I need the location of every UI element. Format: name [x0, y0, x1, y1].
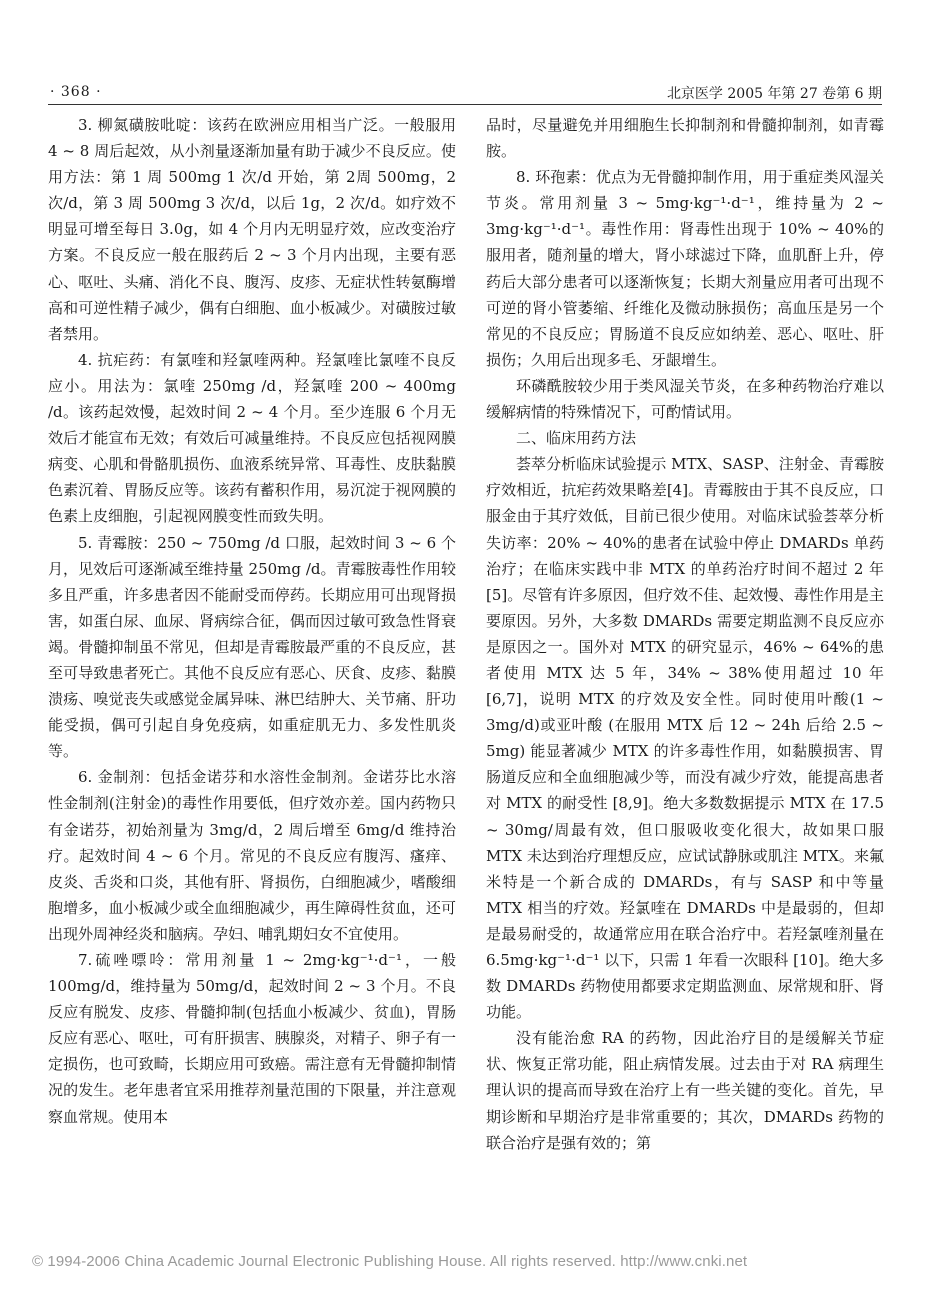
- section-heading: 二、临床用药方法: [516, 429, 637, 448]
- page-header: [0, 0, 950, 110]
- para-penicillamine: 5. 青霉胺：250 ~ 750mg /d 口服，起效时间 3 ~ 6 个月，见效后可逐渐减至维持量 250mg /d。青霉胺毒性作用较多且严重，许多患者因不能耐受而停药。长期应用可出现肾损害，如蛋白尿、血尿、肾病综合征，偶而因过敏可致急性肾衰竭。骨髓抑制虽不常见，但却是青霉胺最严重的不良反应，甚至可导致患者死亡。其他不良反应有恶心、厌食、皮疹、黏膜溃疡、嗅觉丧失或感觉金属异味、淋巴结肿大、关节痛、肝功能受损，偶可引起自身免疫病，如重症肌无力、多发性肌炎等。: [48, 533, 456, 761]
- para-antimalarial: 4. 抗疟药：有氯喹和羟氯喹两种。羟氯喹比氯喹不良反应小。用法为：氯喹 250mg /d，羟氯喹 200 ~ 400mg /d。该药起效慢，起效时间 2 ~ 4 个月。至少连服 6 个月无效后才能宣布无效；有效后可减量维持。不良反应包括视网膜病变、心肌和骨骼肌损伤、血液系统异常、耳毒性、皮肤黏膜色素沉着、胃肠反应等。该药有蓄积作用，易沉淀于视网膜的色素上皮细胞，引起视网膜变性而致失明。: [48, 350, 456, 526]
- para-continued: 品时，尽量避免并用细胞生长抑制剂和骨髓抑制剂，如青霉胺。: [486, 116, 884, 161]
- journal-info: 北京医学 2005 年第 27 卷第 6 期: [666, 86, 882, 102]
- page-number: · 368 ·: [50, 84, 102, 100]
- para-sulfasalazine: 3. 柳氮磺胺吡啶：该药在欧洲应用相当广泛。一般服用 4 ~ 8 周后起效，从小剂量逐渐加量有助于减少不良反应。使用方法：第 1 周 500mg 1 次/d 开始，第 2周 500mg，2 次/d，第 3 周 500mg 3 次/d，以后 1g，2 次/d。如疗效不明显可增至每日 3.0g，如 4 个月内无明显疗效，应改变治疗方案。不良反应一般在服药后 2 ~ 3 个月内出现，主要有恶心、呕吐、头痛、消化不良、腹泻、皮疹、无症状性转氨酶增高和可逆性精子减少，偶有白细胞、血小板减少。对磺胺过敏者禁用。: [48, 116, 456, 343]
- right-column: [486, 112, 884, 1156]
- left-column: [48, 112, 456, 1130]
- para-cyclophosphamide: 环磷酰胺较少用于类风湿关节炎，在多种药物治疗难以缓解病情的特殊情况下，可酌情试用。: [486, 376, 884, 422]
- copyright-footer: © 1994-2006 China Academic Journal Electronic Publishing House. All rights reserved. http://www.cnki.net: [32, 1253, 748, 1270]
- header-rule: [48, 104, 882, 105]
- para-treatment-goal: 没有能治愈 RA 的药物，因此治疗目的是缓解关节症状、恢复正常功能，阻止病情发展。过去由于对 RA 病理生理认识的提高而导致在治疗上有一些关键的变化。首先，早期诊断和早期治疗是非常重要的；其次，DMARDs 药物的联合治疗是强有效的；第: [486, 1029, 884, 1152]
- para-cyclosporine: 8. 环孢素：优点为无骨髓抑制作用，用于重症类风湿关节炎。常用剂量 3 ~ 5mg·kg⁻¹·d⁻¹，维持量为 2 ~ 3mg·kg⁻¹·d⁻¹。毒性作用：肾毒性出现于 10% ~ 40%的服用者，随剂量的增大，肾小球滤过下降，血肌酐上升，停药后大部分患者可以逐渐恢复；长期大剂量应用者可出现不可逆的肾小管萎缩、纤维化及微动脉损伤；高血压是另一个常见的不良反应；胃肠道不良反应如纳差、恶心、呕吐、肝损伤；久用后出现多毛、牙龈增生。: [486, 168, 884, 369]
- para-meta-analysis: 荟萃分析临床试验提示 MTX、SASP、注射金、青霉胺疗效相近，抗疟药效果略差[4]。青霉胺由于其不良反应，口服金由于其疗效低，目前已很少使用。对临床试验荟萃分析失访率：20% ~ 40%的患者在试验中停止 DMARDs 单药治疗；在临床实践中非 MTX 的单药治疗时间不超过 2 年[5]。尽管有许多原因，但疗效不佳、起效慢、毒性作用是主要原因。另外，大多数 DMARDs 需要定期监测不良反应亦是原因之一。国外对 MTX 的研究显示，46% ~ 64%的患者使用 MTX 达 5 年，34% ~ 38%使用超过 10 年 [6,7]，说明 MTX 的疗效及安全性。同时使用叶酸(1 ~ 3mg/d)或亚叶酸 (在服用 MTX 后 12 ~ 24h 后给 2.5 ~ 5mg) 能显著减少 MTX 的许多毒性作用，如黏膜损害、胃肠道反应和全血细胞减少等，而没有减少疗效，能提高患者对 MTX 的耐受性 [8,9]。绝大多数数据提示 MTX 在 17.5 ~ 30mg/周最有效，但口服吸收变化很大，故如果口服 MTX 未达到治疗理想反应，应试试静脉或肌注 MTX。来氟米特是一个新合成的 DMARDs，有与 SASP 和中等量 MTX 相当的疗效。羟氯喹在 DMARDs 中是最弱的，但却是最易耐受的，故通常应用在联合治疗中。若羟氯喹剂量在 6.5mg·kg⁻¹·d⁻¹ 以下，只需 1 年看一次眼科 [10]。绝大多数 DMARDs 药物使用都要求定期监测血、尿常规和肝、肾功能。: [486, 455, 884, 1022]
- para-gold: 6. 金制剂：包括金诺芬和水溶性金制剂。金诺芬比水溶性金制剂(注射金)的毒性作用要低，但疗效亦差。国内药物只有金诺芬，初始剂量为 3mg/d，2 周后增至 6mg/d 维持治疗。起效时间 4 ~ 6 个月。常见的不良反应有腹泻、瘙痒、皮炎、舌炎和口炎，其他有肝、肾损伤，白细胞减少，嗜酸细胞增多，血小板减少或全血细胞减少，再生障碍性贫血，还可出现外周神经炎和脑病。孕妇、哺乳期妇女不宜使用。: [48, 768, 456, 943]
- para-azathioprine: 7.硫唑嘌呤：常用剂量 1 ~ 2mg·kg⁻¹·d⁻¹，一般 100mg/d，维持量为 50mg/d，起效时间 2 ~ 3 个月。不良反应有脱发、皮疹、骨髓抑制(包括血小板减少、贫血)，胃肠反应有恶心、呕吐，可有肝损害、胰腺炎，对精子、卵子有一定损伤，也可致畸，长期应用可致癌。需注意有无骨髓抑制情况的发生。老年患者宜采用推荐剂量范围的下限量，并注意观察血常规。使用本: [48, 951, 456, 1126]
